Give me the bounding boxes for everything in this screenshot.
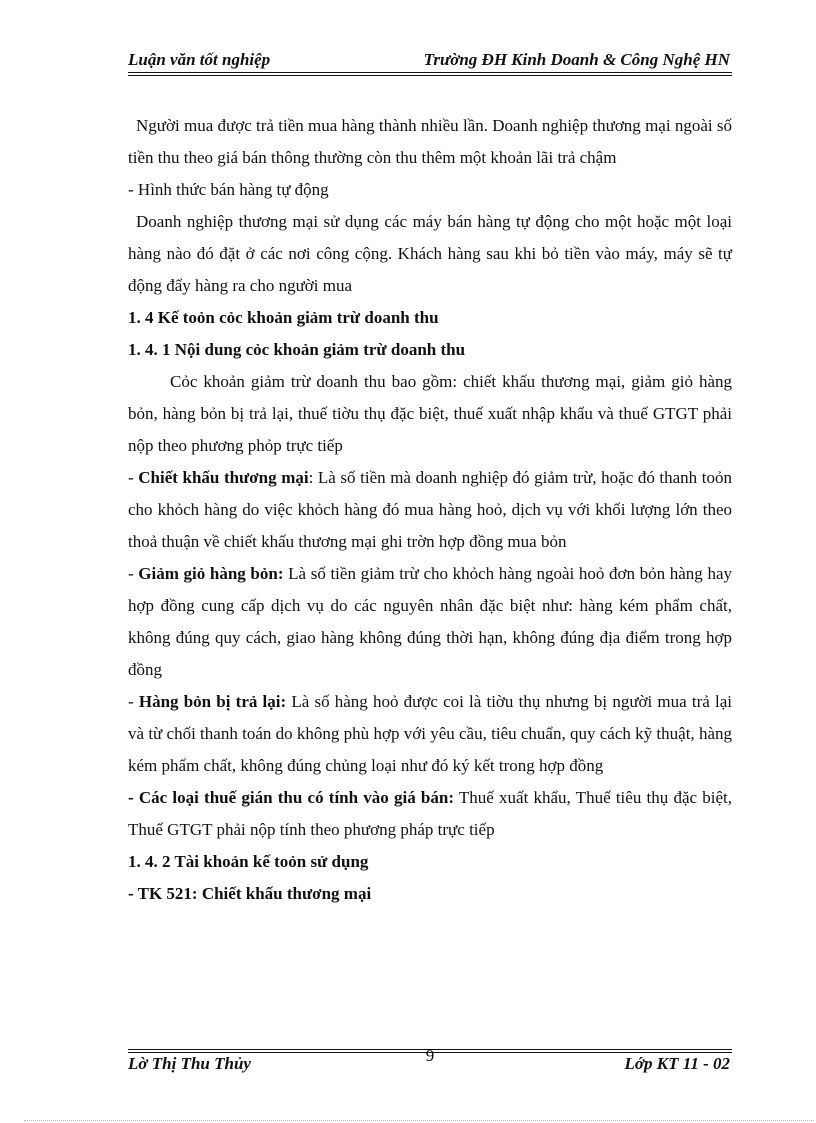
header-rule-2 [128,75,732,76]
term: - Các loại thuế gián thu có tính vào giá bán: [128,788,454,807]
page-body [128,110,732,910]
paragraph: Người mua được trả tiền mua hàng thành nhiều lần. Doanh nghiệp thương mại ngoài số tiền thu theo giá bán thông thường còn thu thêm một khoản lãi trả chậm [128,116,732,167]
term: Chiết khấu thương mại [138,468,309,487]
paragraph: - Hình thức bán hàng tự động [128,180,329,199]
subsection-heading: 1. 4. 1 Nội dung cỏc khoản giảm trừ doanh thu [128,340,466,359]
page-footer [128,1046,732,1078]
dash: - [128,692,139,711]
definition: Là số tiền giảm trừ cho khỏch hàng ngoài hoỏ đơn bỏn hàng hay hợp đồng cung cấp dịch vụ do các nguyên nhân đặc biệt như: hàng kém phẩm chất, không đúng quy cách, giao hàng không đúng thời hạn, không đúng địa điểm trong hợp đồng [128,564,732,679]
page-number: 9 [425,1046,435,1065]
paragraph: Doanh nghiệp thương mại sử dụng các máy bán hàng tự động cho một hoặc một loại hàng nào đó đặt ở các nơi công cộng. Khách hàng sau khi bỏ tiền vào máy, máy sẽ tự động đẩy hàng ra cho người mua [128,212,732,295]
paragraph [128,782,732,846]
footer-class: Lớp KT 11 - 02 [624,1054,730,1073]
term: Giảm giỏ hàng bỏn: [138,564,284,583]
definition: Là số hàng hoỏ được coi là tiờu thụ nhưng bị người mua trả lại và từ chối thanh toán do không phù hợp với yêu cầu, tiêu chuẩn, quy cách kỹ thuật, hàng kém phẩm chất, không đúng chủng loại như đó ký kết trong hợp đồng [128,692,732,775]
paragraph: Cỏc khoản giảm trừ doanh thu bao gồm: chiết khấu thương mại, giảm giỏ hàng bỏn, hàng bỏn bị trả lại, thuế tiờu thụ đặc biệt, thuế xuất nhập khẩu và thuế GTGT phải nộp theo phương phỏp trực tiếp [128,372,732,455]
paragraph [128,686,732,782]
header-thesis-label: Luận văn tốt nghiệp [128,50,271,69]
header-rule [128,72,732,73]
subsection-heading: 1. 4. 2 Tài khoản kế toỏn sử dụng [128,852,369,871]
footer-author: Lờ Thị Thu Thủy [128,1054,251,1073]
dash: - [128,564,139,583]
dash: - [128,468,139,487]
section-heading: 1. 4 Kế toỏn cỏc khoản giảm trừ doanh thu [128,308,439,327]
definition: Thuế xuất khẩu, Thuế tiêu thụ đặc biệt, Thuế GTGT phải nộp tính theo phương pháp trực tiếp [128,788,732,839]
term: Hàng bỏn bị trả lại: [138,692,287,711]
page-header [128,48,732,74]
paragraph [128,462,732,558]
header-university: Trường ĐH Kinh Doanh & Công Nghệ HN [423,50,730,69]
page-edge-dotted-line [24,1120,814,1121]
definition: : Là số tiền mà doanh nghiệp đó giảm trừ, hoặc đó thanh toỏn cho khỏch hàng do việc khỏch hàng đó mua hàng hoỏ, dịch vụ với khối lượng lớn theo thoả thuận về chiết khấu thương mại ghi trờn hợp đồng mua bỏn [128,468,732,551]
account-heading: - TK 521: Chiết khấu thương mại [128,884,372,903]
paragraph [128,558,732,686]
